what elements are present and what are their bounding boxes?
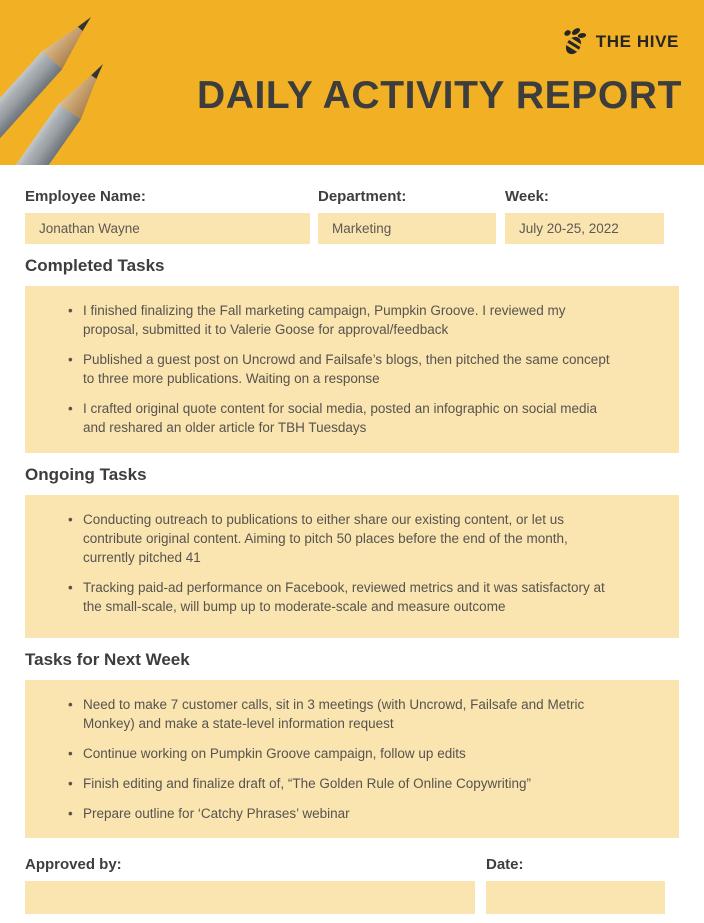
task-item: • Tracking paid-ad performance on Facebook, reviewed metrics and it was satisfactory at the small-scale, will bump up to moderate-scale and measure outcome — [67, 578, 623, 616]
approved-by-group — [25, 856, 475, 914]
week-group — [505, 188, 664, 244]
employee-name-label: Employee Name: — [25, 188, 146, 205]
employee-name-group — [25, 188, 310, 244]
task-item: • I crafted original quote content for social media, posted an infographic on social media and reshared an older article for TBH Tuesdays — [67, 399, 623, 437]
task-item: • I finished finalizing the Fall marketing campaign, Pumpkin Groove. I reviewed my proposal, submitted it to Valerie Goose for approval/feedback — [67, 301, 623, 339]
approved-by-field[interactable] — [25, 881, 475, 914]
approved-by-label: Approved by: — [25, 856, 122, 873]
employee-name-field[interactable]: Jonathan Wayne — [25, 213, 310, 244]
task-item: • Need to make 7 customer calls, sit in 3 meetings (with Uncrowd, Failsafe and Metric Monkey) and make a state-level information request — [67, 695, 623, 733]
week-label: Week: — [505, 188, 549, 205]
brand-name: THE HIVE — [595, 32, 679, 51]
department-group — [318, 188, 496, 244]
ongoing-tasks-box — [25, 495, 679, 638]
report-header — [0, 0, 704, 165]
date-label: Date: — [486, 856, 524, 873]
page-title: DAILY ACTIVITY REPORT — [196, 74, 682, 117]
department-label: Department: — [318, 188, 407, 205]
completed-tasks-box — [25, 286, 679, 453]
task-item: • Continue working on Pumpkin Groove campaign, follow up edits — [67, 744, 623, 763]
section-heading-tasks-next-week: Tasks for Next Week — [25, 650, 190, 669]
department-field[interactable]: Marketing — [318, 213, 496, 244]
info-row — [25, 188, 679, 244]
task-item: • Published a guest post on Uncrowd and Failsafe’s blogs, then pitched the same concept to three more publications. Waiting on a response — [67, 350, 623, 388]
week-field[interactable]: July 20-25, 2022 — [505, 213, 664, 244]
report-body — [0, 188, 704, 914]
date-field[interactable] — [486, 881, 665, 914]
task-item: • Conducting outreach to publications to either share our existing content, or let us contribute original content. Aiming to pitch 50 places before the end of the month, currently pitched 41 — [67, 510, 623, 567]
bee-icon — [560, 27, 588, 57]
section-heading-completed-tasks: Completed Tasks — [25, 256, 165, 275]
next-week-tasks-box — [25, 680, 679, 838]
task-item: • Finish editing and finalize draft of, “The Golden Rule of Online Copywriting” — [67, 774, 623, 793]
section-heading-ongoing-tasks: Ongoing Tasks — [25, 465, 147, 484]
next-week-tasks-list — [67, 695, 623, 823]
brand — [560, 27, 679, 57]
task-item: • Prepare outline for ‘Catchy Phrases’ webinar — [67, 804, 623, 823]
approval-row — [25, 856, 679, 914]
date-group — [486, 856, 665, 914]
ongoing-tasks-list — [67, 510, 623, 616]
completed-tasks-list — [67, 301, 623, 437]
